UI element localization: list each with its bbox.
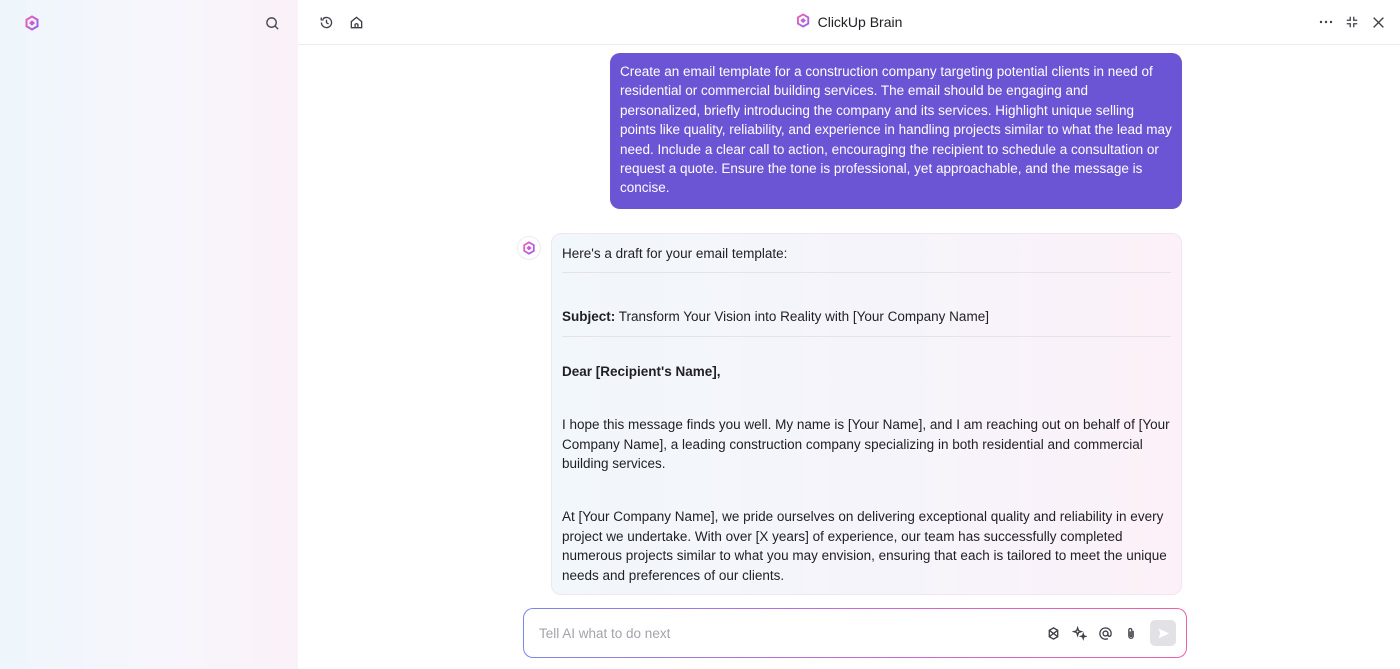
subject-label: Subject: [562, 309, 616, 325]
close-icon[interactable] [1366, 10, 1390, 34]
mention-icon[interactable] [1094, 621, 1116, 645]
conversation [298, 46, 1400, 669]
collapse-icon[interactable] [1340, 10, 1364, 34]
send-button[interactable] [1150, 620, 1176, 646]
greeting-text: Dear [Recipient's Name], [562, 363, 721, 379]
sparkle-icon[interactable] [1068, 621, 1090, 645]
prompt-composer [523, 608, 1187, 658]
history-icon[interactable] [314, 10, 338, 34]
email-subject [562, 297, 1171, 336]
send-icon [1157, 627, 1170, 640]
sidebar [0, 0, 298, 669]
top-bar [298, 0, 1400, 45]
subject-text: Transform Your Vision into Reality with [Your Company Name] [615, 309, 989, 325]
window-title [796, 13, 903, 31]
main-panel [298, 0, 1400, 669]
composer-tools [1042, 620, 1176, 646]
home-icon[interactable] [344, 10, 368, 34]
ai-response-bubble [551, 233, 1182, 595]
ai-avatar [517, 236, 541, 260]
more-options-icon[interactable] [1314, 10, 1338, 34]
window-title-text: ClickUp Brain [817, 14, 903, 30]
search-icon[interactable] [260, 11, 284, 35]
brain-logo-icon [796, 13, 811, 31]
attachment-icon[interactable] [1120, 621, 1142, 645]
sidebar-header [0, 0, 298, 46]
email-paragraph-1: I hope this message finds you well. My name is [Your Name], and I am reaching out on behalf of [Your Company Name], a leading construction company specializing in both residential and commercial building services. [562, 417, 1170, 472]
brain-logo-icon[interactable] [20, 11, 44, 35]
brain-logo-icon [522, 241, 536, 255]
user-message-bubble: Create an email template for a construction company targeting potential clients in need of residential or commercial building services. The email should be engaging and personalized, briefly introducing the company and its services. Highlight unique selling points like quality, reliability, and experience in handling projects similar to what the lead may need. Include a clear call to action, encouraging the recipient to schedule a consultation or request a quote. Ensure the tone is professional, yet approachable, and the message is concise. [610, 53, 1182, 209]
ai-intro: Here's a draft for your email template: [562, 234, 1171, 273]
brain-model-icon[interactable] [1042, 621, 1064, 645]
prompt-input[interactable] [539, 626, 1042, 641]
email-greeting [562, 362, 1171, 381]
email-paragraph-2: At [Your Company Name], we pride ourselves on delivering exceptional quality and reliability in every project we undertake. With over [X years] of experience, our team has successfully completed numerous projects similar to what you may envision, ensuring that each is tailored to meet the unique needs and preferences of our clients. [562, 509, 1167, 583]
